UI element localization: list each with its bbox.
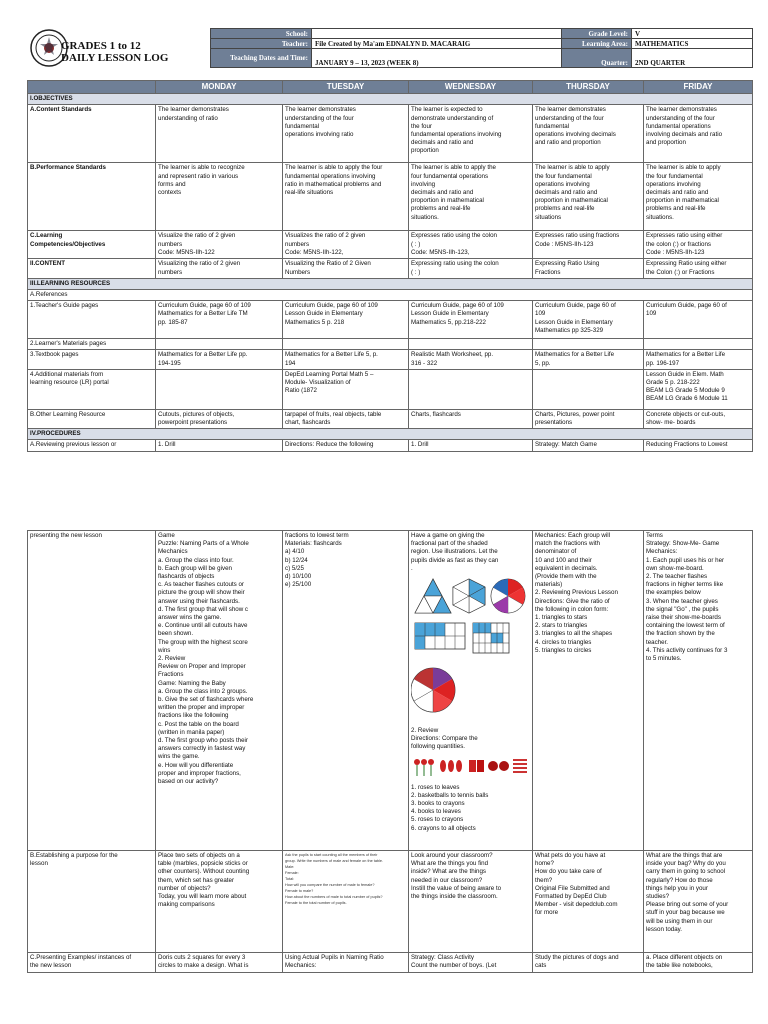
cell-friday: The learner is able to apply the four fundamental operations involving decimals and ratio and proportion in mathematical problems and real-life situations. (644, 163, 753, 231)
row-label: B.Performance Standards (28, 163, 156, 231)
cell-thursday: Study the pictures of dogs and cats (533, 953, 644, 973)
row-label: 3.Textbook pages (28, 350, 156, 369)
cell-tuesday: fractions to lowest term Materials: flashcards a) 4/10 b) 12/24 c) 5/25 d) 10/100 e) 25/100 (283, 531, 409, 851)
area-label: Learning Area: (562, 39, 632, 49)
cell-tuesday: Ask the pupils to start counting all the members of their group. Write the numbers of male and female on the table. Male: Female: Total: How will you compare the number of male to female? Female to male? How about the numbers of male to total number of pupils? Female to the total number of pupils. (283, 851, 409, 953)
row-label: A.Reviewing previous lesson or (28, 440, 156, 451)
row-performance-standards (28, 163, 753, 231)
grade-label: Grade Level: (562, 29, 632, 39)
school-label: School: (211, 29, 312, 39)
cell-thursday (533, 339, 644, 350)
wednesday-game-text: Have a game on giving the fractional part of the shaded region. Use illustrations. Let the pupils divide as fast as they can . (411, 532, 499, 572)
row-label: C.Learning Competencies/Objectives (28, 231, 156, 259)
balls-icon (488, 761, 509, 771)
quarter-label: Quarter: (562, 49, 632, 68)
logo-text (61, 40, 168, 64)
grid-figure-icon (415, 623, 465, 649)
row-teachers-guide (28, 301, 753, 339)
triangle-figure-icon (415, 579, 451, 613)
lesson-grid-page-1 (27, 80, 753, 452)
dates-value: JANUARY 9 – 13, 2023 (WEEK 8) (312, 49, 562, 68)
logo-line-2: DAILY LESSON LOG (61, 52, 169, 64)
row-label: 1.Teacher's Guide pages (28, 301, 156, 339)
cell-wednesday: Strategy: Class Activity Count the number of boys. (Let (409, 953, 533, 973)
cell-wednesday: Realistic Math Worksheet, pp. 316 - 322 (409, 350, 533, 369)
cell-wednesday (409, 339, 533, 350)
section-title: III.LEARNING RESOURCES (28, 278, 753, 289)
grid-figure-icon (473, 623, 509, 653)
objects-illustration-icon (411, 754, 529, 782)
day-friday: FRIDAY (644, 81, 753, 94)
cell-monday: Mathematics for a Better Life pp. 194-195 (156, 350, 283, 369)
row-label: C.Presenting Examples/ instances of the new lesson (28, 953, 156, 973)
pie-figure-icon (411, 668, 455, 712)
cell-wednesday: Look around your classroom? What are the things you find inside? What are the things needed in our classroom? Instill the value of being aware to the things inside the classroom. (409, 851, 533, 953)
cell-monday: The learner is able to recognize and represent ratio in various forms and contexts (156, 163, 283, 231)
cell-wednesday: 1. Drill (409, 440, 533, 451)
cell-friday: Lesson Guide in Elem. Math Grade 5 p. 218-222 BEAM LG Grade 5 Module 9 BEAM LG Grade 6 Module 11 (644, 369, 753, 409)
leaves-icon (440, 760, 462, 772)
row-learners-materials (28, 339, 753, 350)
cell-thursday: Mechanics: Each group will match the fractions with denominator of 10 and 100 and their equivalent in decimals. (Provide them with the materials) 2. Reviewing Previous Lesson Directions: Give the ratio of the following in colon form: 1. triangles to stars 2. stars to triangles 3. triangles to all the shapes 4. circles to triangles 5. triangles to circles (533, 531, 644, 851)
cell-monday: Curriculum Guide, page 60 of 109 Mathematics for a Better Life TM pp. 185-87 (156, 301, 283, 339)
cell-monday: Visualizing the ratio of 2 given numbers (156, 259, 283, 278)
section-learning-resources (28, 278, 753, 289)
pie-figure-icon (491, 579, 525, 613)
crayons-icon (513, 759, 527, 773)
cell-thursday: What pets do you have at home? How do you take care of them? Original File Submitted and Formatted by DepEd Club Member - visit depedclub.com for more (533, 851, 644, 953)
cell-thursday (533, 369, 644, 409)
section-title: I.OBJECTIVES (28, 94, 753, 105)
row-label: B.Other Learning Resource (28, 409, 156, 428)
cell-monday: 1. Drill (156, 440, 283, 451)
cell-tuesday: Directions: Reduce the following (283, 440, 409, 451)
cell-tuesday: tarpapel of fruits, real objects, table chart, flashcards (283, 409, 409, 428)
cell-tuesday: Visualizing the Ratio of 2 Given Numbers (283, 259, 409, 278)
cell-thursday: Expressing Ratio Using Fractions (533, 259, 644, 278)
subsection-title: A.References (28, 290, 753, 301)
cell-thursday: Charts, Pictures, power point presentations (533, 409, 644, 428)
school-value (312, 29, 562, 39)
cell-monday: Doris cuts 2 squares for every 3 circles to make a design. What is (156, 953, 283, 973)
cell-tuesday: Mathematics for a Better Life 5, p. 194 (283, 350, 409, 369)
cell-friday: Reducing Fractions to Lowest (644, 440, 753, 451)
header (27, 28, 752, 74)
cell-friday: Expresses ratio using either the colon (:) or fractions Code : M5NS-IIh-123 (644, 231, 753, 259)
wednesday-compare-list: 1. roses to leaves 2. basketballs to tennis balls 3. books to crayons 4. books to leaves 5. roses to crayons 6. crayons to all objects (411, 783, 489, 832)
cell-wednesday: Charts, flashcards (409, 409, 533, 428)
cell-friday: a. Place different objects on the table like notebooks, (644, 953, 753, 973)
section-objectives (28, 94, 753, 105)
teacher-label: Teacher: (211, 39, 312, 49)
row-competencies (28, 231, 753, 259)
section-procedures (28, 429, 753, 440)
cell-wednesday: Expressing ratio using the colon ( : ) (409, 259, 533, 278)
row-content (28, 259, 753, 278)
cell-tuesday: DepEd Learning Portal Math 5 – Module- Visualization of Ratio (1872 (283, 369, 409, 409)
cell-friday: Mathematics for a Better Life pp. 196-197 (644, 350, 753, 369)
cell-monday: Game Puzzle: Naming Parts of a Whole Mechanics a. Group the class into four. b. Each group will be given flashcards of objects c. As teacher flashes cutouts or picture the group will show their answer using their flashcards. d. The first group that will show c answer wins the game. e. Continue until all cutouts have been shown. The group with the highest score wins 2. Review Review on Proper and Improper Fractions Game: Naming the Baby a. Group the class into 2 groups. b. Give the set of flashcards where written the proper and improper fractions like the following c. Post the table on the board (written in manila paper) d. The first group who posts their answers correctly in fastest way wins the game. e. How will you differentiate proper and improper fractions, based on our activity? (156, 531, 283, 851)
row-label: A.Content Standards (28, 105, 156, 163)
cell-wednesday: The learner is able to apply the four fundamental operations involving decimals and ratio and proportion in mathematical problems and real-life situations. (409, 163, 533, 231)
cell-friday: What are the things that are inside your bag? Why do you carry them in going to school regularly? How do those things help you in your studies? Please bring out some of your stuff in your bag because we will be using them in our lesson today. (644, 851, 753, 953)
row-other-resources (28, 409, 753, 428)
row-label: B.Establishing a purpose for the lesson (28, 851, 156, 953)
logo-line-1: GRADES 1 to 12 (61, 40, 141, 52)
roses-icon (414, 759, 434, 776)
row-presenting-examples (28, 953, 753, 973)
cell-tuesday: The learner is able to apply the four fundamental operations involving ratio in mathematical problems and real-life situations (283, 163, 409, 231)
grade-value: V (632, 29, 753, 39)
wednesday-review-text: 2. Review Directions: Compare the following quantities. (411, 727, 478, 751)
area-value: MATHEMATICS (632, 39, 753, 49)
lesson-grid-page-2 (27, 530, 753, 973)
row-presenting-lesson (28, 531, 753, 851)
day-thursday: THURSDAY (533, 81, 644, 94)
page-2 (27, 530, 752, 973)
row-additional-materials (28, 369, 753, 409)
cell-thursday: Curriculum Guide, page 60 of 109 Lesson Guide in Elementary Mathematics pp 325-329 (533, 301, 644, 339)
cell-wednesday: The learner is expected to demonstrate understanding of the four fundamental operations involving decimals and ratio and proportion (409, 105, 533, 163)
page-1 (27, 28, 752, 452)
cell-thursday: Strategy: Match Game (533, 440, 644, 451)
row-label: 2.Learner's Materials pages (28, 339, 156, 350)
cell-thursday: Expresses ratio using fractions Code : M5NS-IIh-123 (533, 231, 644, 259)
hexagon-figure-icon (453, 579, 485, 613)
books-icon (469, 760, 484, 772)
cell-thursday: The learner is able to apply the four fundamental operations involving decimals and ratio and proportion in mathematical problems and real-life situations (533, 163, 644, 231)
row-textbook (28, 350, 753, 369)
row-label: presenting the new lesson (28, 531, 156, 851)
day-tuesday: TUESDAY (283, 81, 409, 94)
cell-monday (156, 369, 283, 409)
dates-label: Teaching Dates and Time: (211, 49, 312, 68)
cell-friday: Curriculum Guide, page 60 of 109 (644, 301, 753, 339)
row-references (28, 290, 753, 301)
day-monday: MONDAY (156, 81, 283, 94)
cell-monday: Visualize the ratio of 2 given numbers Code: M5NS-IIh-122 (156, 231, 283, 259)
cell-tuesday: Using Actual Pupils in Naming Ratio Mechanics: (283, 953, 409, 973)
cell-wednesday: Curriculum Guide, page 60 of 109 Lesson Guide in Elementary Mathematics 5, pp.218-222 (409, 301, 533, 339)
teacher-value: File Created by Ma'am EDNALYN D. MACARAIG (312, 39, 562, 49)
cell-thursday: Mathematics for a Better Life 5, pp. (533, 350, 644, 369)
cell-tuesday: Visualizes the ratio of 2 given numbers Code: M5NS-IIh-122, (283, 231, 409, 259)
row-label: II.CONTENT (28, 259, 156, 278)
section-title: IV.PROCEDURES (28, 429, 753, 440)
cell-wednesday (409, 369, 533, 409)
cell-wednesday: Expresses ratio using the colon ( : ) Code: M5NS-IIh-123, (409, 231, 533, 259)
cell-tuesday: Curriculum Guide, page 60 of 109 Lesson Guide in Elementary Mathematics 5 p. 218 (283, 301, 409, 339)
cell-friday (644, 339, 753, 350)
cell-thursday: The learner demonstrates understanding of the four fundamental operations involving decimals and ratio and proportion (533, 105, 644, 163)
cell-friday: Expressing Ratio using either the Colon (:) or Fractions (644, 259, 753, 278)
row-establishing-purpose (28, 851, 753, 953)
day-header-row (28, 81, 753, 94)
row-content-standards (28, 105, 753, 163)
cell-friday: Concrete objects or cut-outs, show- me- boards (644, 409, 753, 428)
cell-monday: Cutouts, pictures of objects, powerpoint presentations (156, 409, 283, 428)
cell-monday: The learner demonstrates understanding of ratio (156, 105, 283, 163)
cell-tuesday: The learner demonstrates understanding of the four fundamental operations involving ratio (283, 105, 409, 163)
day-wednesday: WEDNESDAY (409, 81, 533, 94)
row-reviewing (28, 440, 753, 451)
cell-wednesday (409, 531, 533, 851)
info-table (210, 28, 753, 68)
cell-friday: Terms Strategy: Show-Me- Game Mechanics: 1. Each pupil uses his or her own show-me-board. 2. The teacher flashes fractions in higher terms like the examples below 3. When the teacher gives the signal "Go" , the pupils raise their show-me-boards containing the lowest term of the fraction shown by the teacher. 4. This activity continues for 3 to 5 minutes. (644, 531, 753, 851)
row-label: 4.Additional materials from learning resource (LR) portal (28, 369, 156, 409)
cell-monday: Place two sets of objects on a table (marbles, popsicle sticks or other counters). Without counting them, which set has greater number of objects? Today, you will learn more about making comparisons (156, 851, 283, 953)
cell-tuesday (283, 339, 409, 350)
fraction-figures-icon (411, 575, 529, 725)
cell-friday: The learner demonstrates understanding of the four fundamental operations involving decimals and ratio and proportion (644, 105, 753, 163)
quarter-value: 2ND QUARTER (632, 49, 753, 68)
cell-monday (156, 339, 283, 350)
